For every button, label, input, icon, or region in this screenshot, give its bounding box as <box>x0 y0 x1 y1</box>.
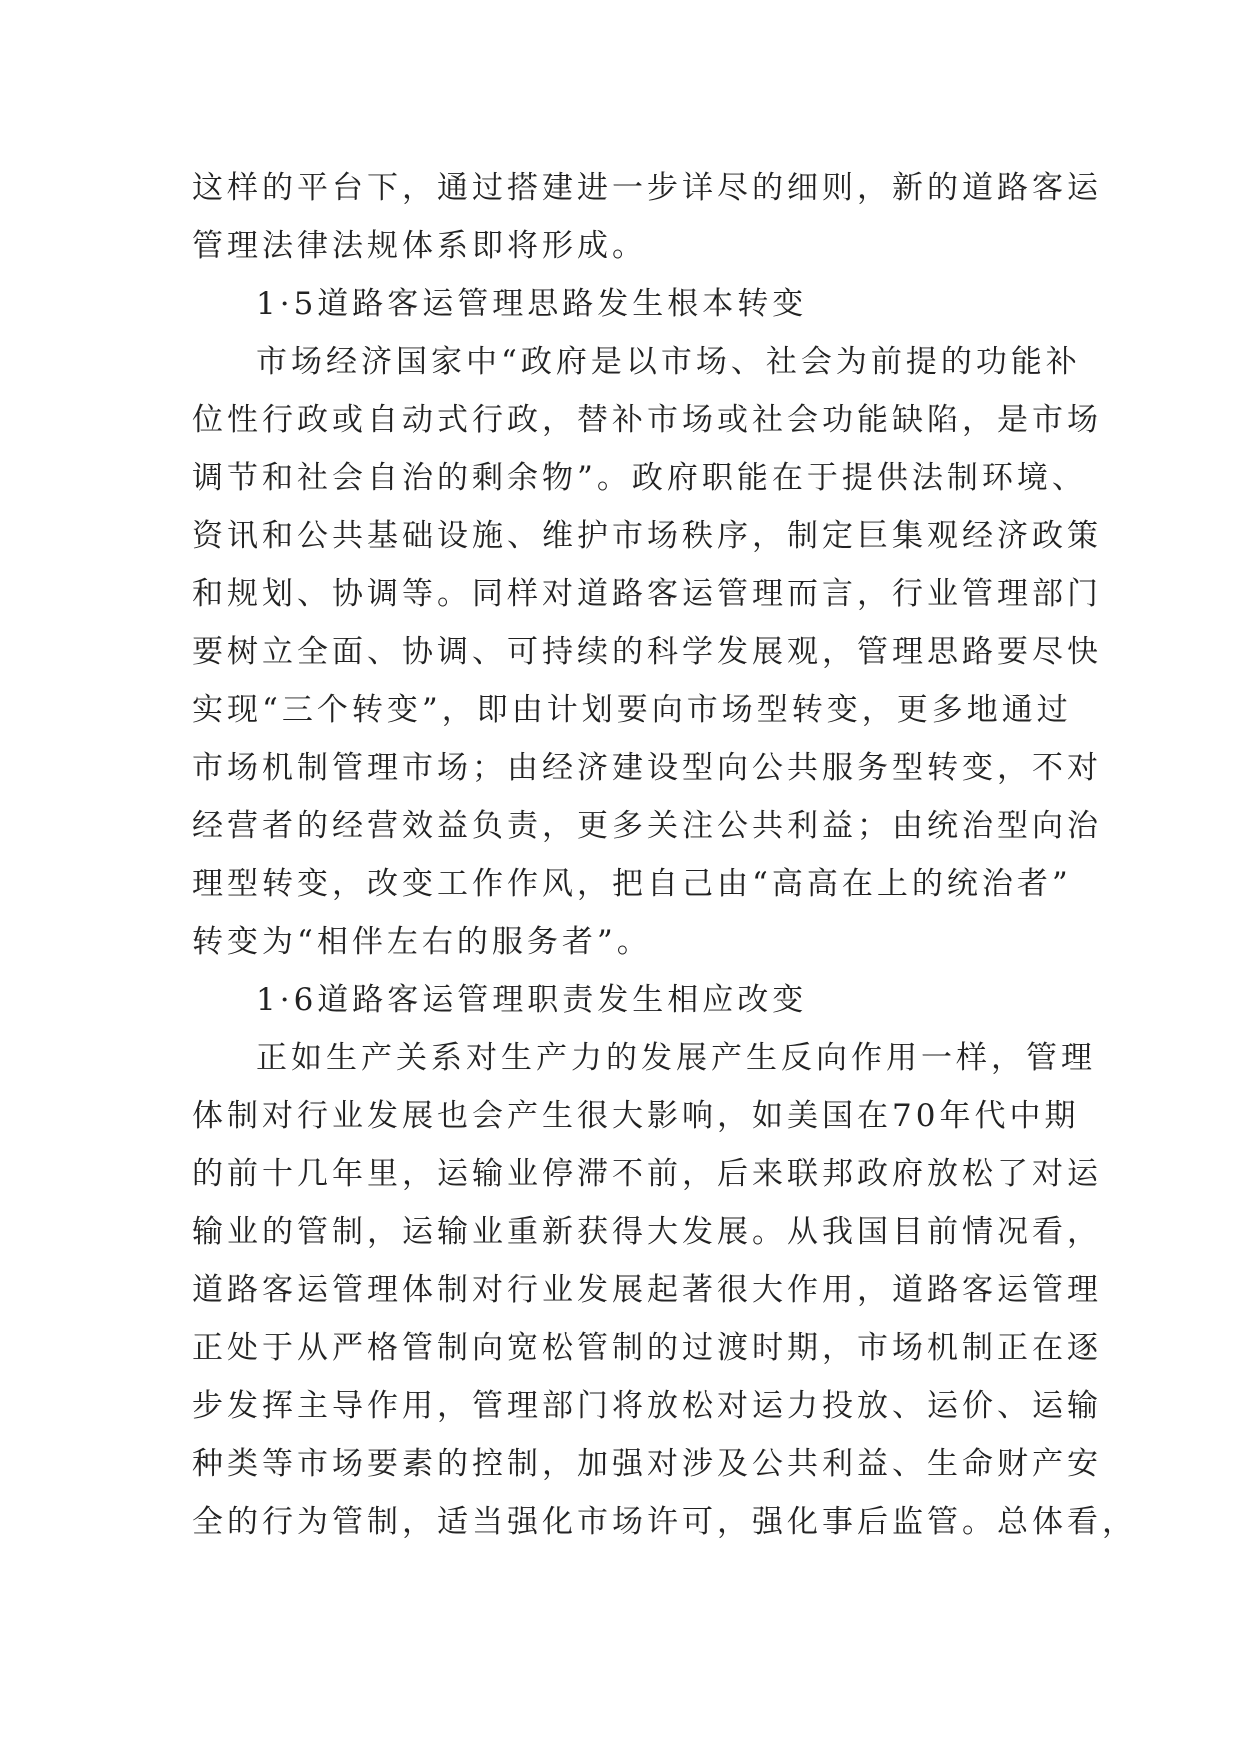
text-line: 理型转变，改变工作作风，把自己由“高高在上的统治者” <box>192 866 1072 902</box>
text-line: 和规划、协调等。同样对道路客运管理而言，行业管理部门 <box>192 576 1102 612</box>
text-line: 正如生产关系对生产力的发展产生反向作用一样，管理 <box>256 1040 1096 1076</box>
text-line: 种类等市场要素的控制，加强对涉及公共利益、生命财产安 <box>192 1446 1102 1482</box>
document-body <box>192 159 1137 1551</box>
text-line: 调节和社会自治的剩余物”。政府职能在于提供法制环境、 <box>192 460 1087 496</box>
text-line: 这样的平台下，通过搭建进一步详尽的细则，新的道路客运 <box>192 170 1102 206</box>
text-line: 输业的管制，运输业重新获得大发展。从我国目前情况看， <box>192 1214 1102 1250</box>
text-line: 1·5道路客运管理思路发生根本转变 <box>256 286 808 322</box>
text-line: 资讯和公共基础设施、维护市场秩序，制定巨集观经济政策 <box>192 518 1102 554</box>
text-line: 正处于从严格管制向宽松管制的过渡时期，市场机制正在逐 <box>192 1330 1102 1366</box>
text-line: 步发挥主导作用，管理部门将放松对运力投放、运价、运输 <box>192 1388 1102 1424</box>
text-line: 转变为“相伴左右的服务者”。 <box>192 924 652 960</box>
text-line: 位性行政或自动式行政，替补市场或社会功能缺陷，是市场 <box>192 402 1102 438</box>
text-line: 体制对行业发展也会产生很大影响，如美国在70年代中期 <box>192 1098 1080 1134</box>
text-line: 要树立全面、协调、可持续的科学发展观，管理思路要尽快 <box>192 634 1102 670</box>
text-line: 经营者的经营效益负责，更多关注公共利益；由统治型向治 <box>192 808 1102 844</box>
text-line: 道路客运管理体制对行业发展起著很大作用，道路客运管理 <box>192 1272 1102 1308</box>
text-line: 全的行为管制，适当强化市场许可，强化事后监管。总体看， <box>192 1504 1137 1540</box>
text-line: 实现“三个转变”，即由计划要向市场型转变，更多地通过 <box>192 692 1072 728</box>
text-line: 1·6道路客运管理职责发生相应改变 <box>256 982 808 1018</box>
text-line: 市场经济国家中“政府是以市场、社会为前提的功能补 <box>256 344 1081 380</box>
text-line: 管理法律法规体系即将形成。 <box>192 228 647 264</box>
text-line: 的前十几年里，运输业停滞不前，后来联邦政府放松了对运 <box>192 1156 1102 1192</box>
text-line: 市场机制管理市场；由经济建设型向公共服务型转变，不对 <box>192 750 1102 786</box>
